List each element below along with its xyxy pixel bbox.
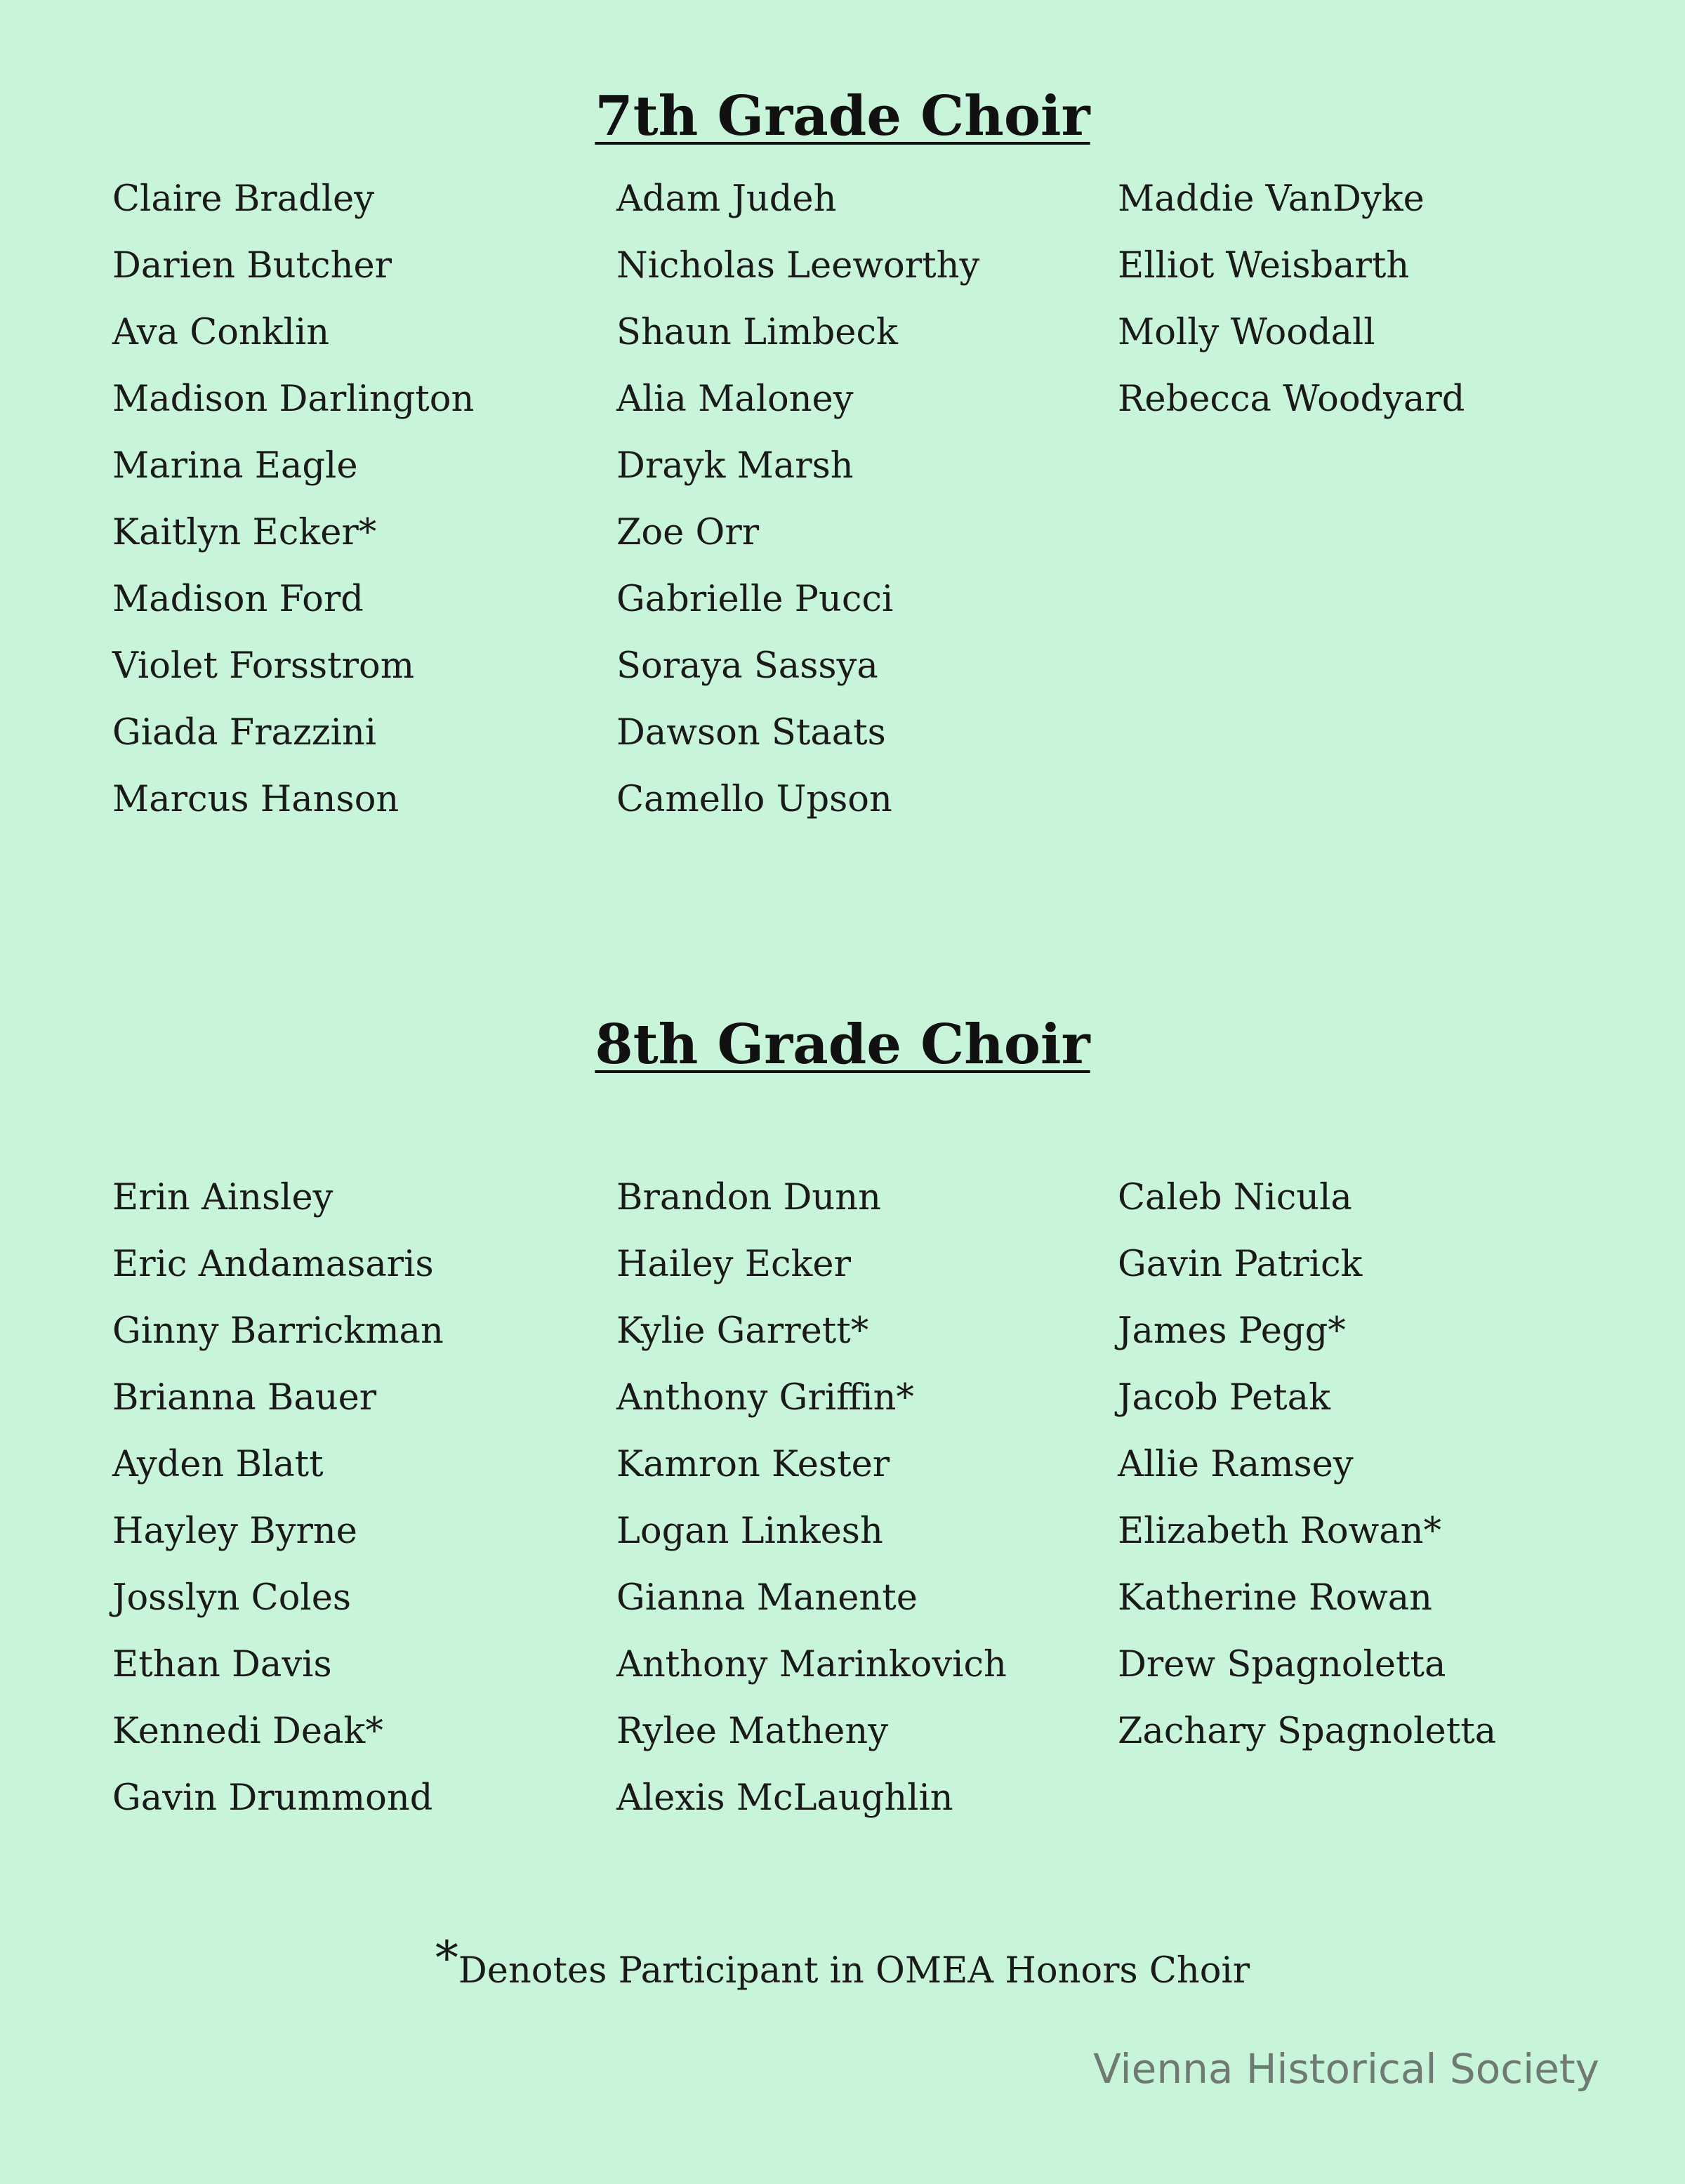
choir-member-name: Rebecca Woodyard: [1118, 379, 1465, 420]
choir-member-name: Zoe Orr: [616, 512, 760, 553]
choir-member-name: Marina Eagle: [112, 445, 358, 487]
footnote-asterisk: *: [435, 1931, 458, 1985]
choir-member-name: Anthony Griffin*: [616, 1377, 914, 1419]
choir-member-name: Josslyn Coles: [112, 1577, 352, 1619]
seventh-grade-column-1: [112, 166, 474, 833]
choir-member-name: Zachary Spagnoletta: [1118, 1711, 1497, 1752]
choir-member-name: Soraya Sassya: [616, 645, 878, 687]
choir-member-name: Caleb Nicula: [1118, 1177, 1352, 1218]
choir-member-name: Nicholas Leeworthy: [616, 245, 980, 287]
choir-member-name: Gavin Patrick: [1118, 1244, 1363, 1285]
eighth-grade-column-1: [112, 1164, 444, 1831]
choir-member-name: Giada Frazzini: [112, 712, 377, 754]
choir-member-name: Gianna Manente: [616, 1577, 918, 1619]
choir-member-name: Adam Judeh: [616, 178, 837, 220]
choir-member-name: Ayden Blatt: [112, 1444, 324, 1485]
choir-member-name: Hayley Byrne: [112, 1511, 357, 1552]
choir-member-name: Drew Spagnoletta: [1118, 1644, 1446, 1685]
choir-member-name: Elizabeth Rowan*: [1118, 1511, 1442, 1552]
choir-member-name: Molly Woodall: [1118, 312, 1375, 353]
choir-member-name: Brandon Dunn: [616, 1177, 881, 1218]
footnote-text: Denotes Participant in OMEA Honors Choir: [458, 1950, 1250, 1992]
eighth-grade-column-2: [616, 1164, 1007, 1831]
choir-member-name: Shaun Limbeck: [616, 312, 898, 353]
eighth-grade-heading: 8th Grade Choir: [595, 1013, 1090, 1077]
choir-member-name: Logan Linkesh: [616, 1511, 883, 1552]
choir-member-name: Elliot Weisbarth: [1118, 245, 1410, 287]
choir-member-name: Brianna Bauer: [112, 1377, 377, 1419]
choir-member-name: Alia Maloney: [616, 379, 854, 420]
choir-member-name: Ava Conklin: [112, 312, 330, 353]
choir-member-name: Camello Upson: [616, 779, 892, 820]
choir-member-name: Ethan Davis: [112, 1644, 332, 1685]
choir-member-name: Claire Bradley: [112, 178, 375, 220]
choir-member-name: Darien Butcher: [112, 245, 392, 287]
choir-member-name: Dawson Staats: [616, 712, 886, 754]
choir-member-name: Alexis McLaughlin: [616, 1777, 953, 1819]
seventh-grade-column-3: [1118, 166, 1465, 433]
choir-member-name: Kaitlyn Ecker*: [112, 512, 377, 553]
choir-member-name: Marcus Hanson: [112, 779, 399, 820]
choir-member-name: Erin Ainsley: [112, 1177, 333, 1218]
choir-member-name: Rylee Matheny: [616, 1711, 889, 1752]
seventh-grade-column-2: [616, 166, 979, 833]
seventh-grade-heading: 7th Grade Choir: [595, 84, 1090, 148]
choir-member-name: Hailey Ecker: [616, 1244, 851, 1285]
choir-member-name: Gabrielle Pucci: [616, 579, 894, 620]
choir-member-name: Kamron Kester: [616, 1444, 890, 1485]
choir-member-name: Drayk Marsh: [616, 445, 854, 487]
choir-member-name: Maddie VanDyke: [1118, 178, 1425, 220]
choir-member-name: Violet Forsstrom: [112, 645, 415, 687]
choir-member-name: Anthony Marinkovich: [616, 1644, 1007, 1685]
eighth-grade-column-3: [1118, 1164, 1496, 1765]
watermark: Vienna Historical Society: [1093, 2045, 1599, 2093]
choir-member-name: Madison Ford: [112, 579, 364, 620]
honors-choir-footnote: [0, 1931, 1685, 1992]
choir-member-name: Allie Ramsey: [1118, 1444, 1354, 1485]
choir-member-name: Kennedi Deak*: [112, 1711, 383, 1752]
choir-member-name: James Pegg*: [1118, 1310, 1346, 1352]
choir-member-name: Kylie Garrett*: [616, 1310, 869, 1352]
choir-member-name: Madison Darlington: [112, 379, 475, 420]
choir-member-name: Katherine Rowan: [1118, 1577, 1432, 1619]
choir-member-name: Ginny Barrickman: [112, 1310, 444, 1352]
choir-member-name: Gavin Drummond: [112, 1777, 433, 1819]
choir-member-name: Jacob Petak: [1118, 1377, 1330, 1419]
choir-member-name: Eric Andamasaris: [112, 1244, 434, 1285]
